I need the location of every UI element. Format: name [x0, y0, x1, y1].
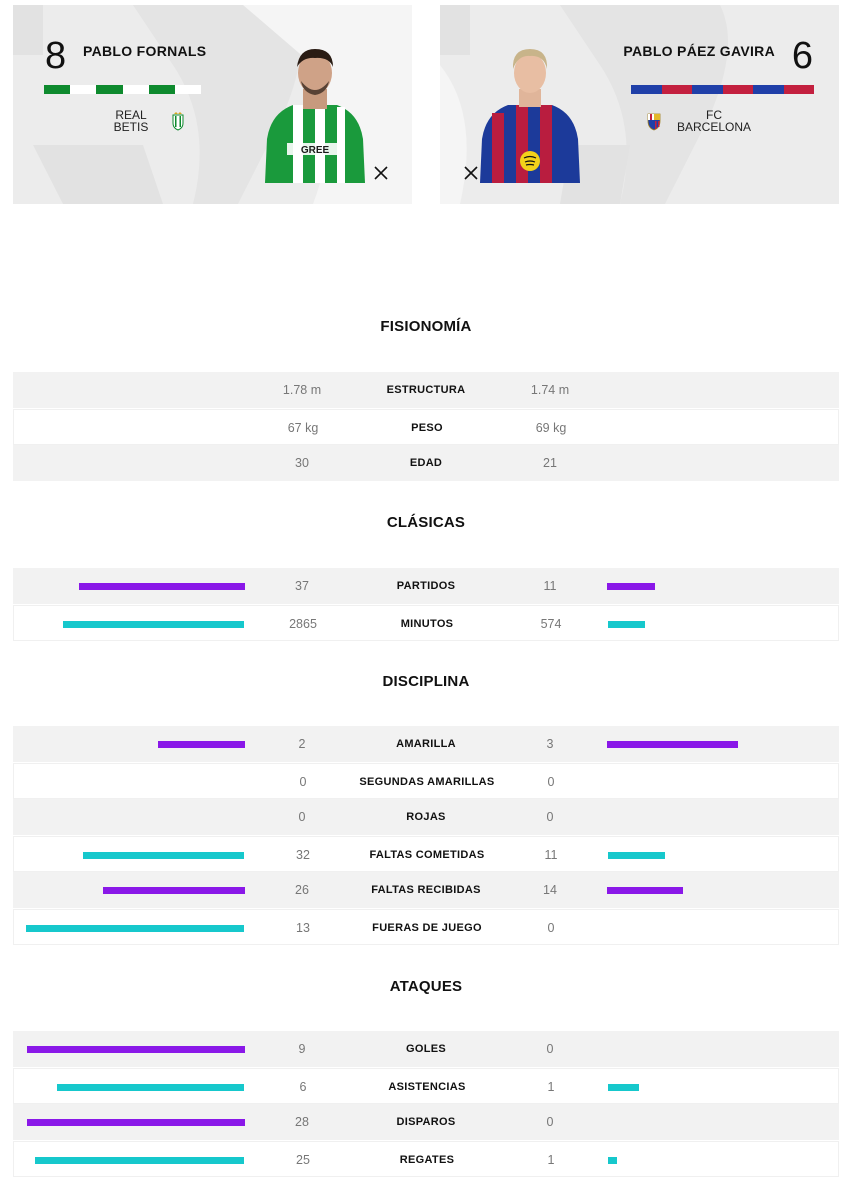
club-name: FC BARCELONA	[676, 108, 752, 134]
left-value: 30	[295, 456, 309, 470]
player-card-left	[13, 5, 412, 204]
right-bar	[608, 1084, 639, 1091]
stat-label: ESTRUCTURA	[386, 384, 466, 396]
right-value: 1	[547, 1152, 555, 1167]
player-number: 6	[791, 35, 813, 77]
right-value: 0	[546, 1115, 554, 1129]
stat-row	[13, 726, 839, 762]
club-stripes	[631, 85, 814, 94]
right-bar	[607, 887, 683, 894]
stripe	[692, 85, 723, 94]
right-value: 69 kg	[535, 420, 567, 435]
left-value: 37	[295, 579, 309, 593]
stat-row	[13, 909, 839, 945]
stat-label: MINUTOS	[400, 617, 454, 630]
stripe	[723, 85, 754, 94]
stat-label: ASISTENCIAS	[388, 1080, 466, 1093]
stat-label: FALTAS RECIBIDAS	[371, 884, 481, 896]
right-value: 3	[546, 737, 554, 751]
right-value: 0	[547, 920, 555, 935]
close-icon[interactable]	[373, 165, 389, 181]
stat-row	[13, 799, 839, 835]
left-bar	[26, 925, 244, 932]
right-bar	[608, 852, 665, 859]
right-value: 14	[543, 883, 557, 897]
stripe	[149, 85, 175, 94]
left-value: 28	[295, 1115, 309, 1129]
stat-row	[13, 1031, 839, 1067]
stat-row	[13, 1141, 839, 1177]
betis-crest-icon	[170, 111, 186, 131]
stripe	[753, 85, 784, 94]
left-value: 0	[299, 774, 307, 789]
left-value: 32	[296, 847, 310, 862]
right-bar	[608, 621, 645, 628]
stripe	[44, 85, 70, 94]
section-title: FISIONOMÍA	[380, 318, 472, 335]
player-name: PABLO FORNALS	[83, 43, 207, 59]
stat-label: FUERAS DE JUEGO	[372, 921, 482, 934]
stat-label: FALTAS COMETIDAS	[369, 848, 485, 861]
close-icon[interactable]	[463, 165, 479, 181]
left-bar	[27, 1119, 245, 1126]
player-name: PABLO PÁEZ GAVIRA	[623, 43, 775, 59]
right-value: 0	[547, 774, 555, 789]
left-value: 2865	[289, 616, 317, 631]
stat-label: SEGUNDAS AMARILLAS	[359, 775, 495, 788]
stat-row	[13, 568, 839, 604]
stat-row	[13, 605, 839, 641]
stat-row	[13, 1068, 839, 1104]
left-bar	[27, 1046, 245, 1053]
right-value: 21	[543, 456, 557, 470]
player-photo	[263, 43, 367, 183]
left-value: 0	[298, 810, 306, 824]
right-value: 574	[540, 616, 562, 631]
right-value: 11	[543, 579, 557, 593]
club-name: REAL BETIS	[113, 108, 149, 134]
stat-row	[13, 1104, 839, 1140]
left-value: 9	[298, 1042, 306, 1056]
stripe	[96, 85, 122, 94]
left-bar	[79, 583, 245, 590]
stat-label: AMARILLA	[396, 738, 456, 750]
left-bar	[158, 741, 245, 748]
right-bar	[608, 1157, 617, 1164]
right-bar	[607, 741, 738, 748]
right-bar	[607, 583, 655, 590]
stat-label: GOLES	[405, 1043, 446, 1055]
left-value: 13	[296, 920, 310, 935]
right-value: 0	[546, 810, 554, 824]
stripe	[70, 85, 96, 94]
left-bar	[57, 1084, 244, 1091]
svg-text:GREE: GREE	[300, 145, 330, 156]
stat-row	[13, 372, 839, 408]
stripe	[123, 85, 149, 94]
player-number: 8	[45, 35, 67, 77]
right-value: 1.74 m	[530, 383, 570, 397]
stripe	[631, 85, 662, 94]
stat-label: PARTIDOS	[396, 580, 456, 592]
stripe	[662, 85, 693, 94]
stripe	[784, 85, 815, 94]
player-photo	[478, 43, 582, 183]
left-value: 67 kg	[287, 420, 319, 435]
left-bar	[63, 621, 244, 628]
left-bar	[103, 887, 245, 894]
left-value: 2	[298, 737, 306, 751]
stat-label: REGATES	[399, 1153, 455, 1166]
left-bar	[35, 1157, 244, 1164]
stat-row	[13, 836, 839, 872]
section-title: ATAQUES	[389, 978, 463, 995]
stat-row	[13, 409, 839, 445]
section-title: CLÁSICAS	[386, 514, 466, 531]
stat-label: ROJAS	[406, 811, 446, 823]
left-bar	[83, 852, 244, 859]
stat-row	[13, 763, 839, 799]
stripe	[175, 85, 201, 94]
left-value: 6	[299, 1079, 307, 1094]
stat-label: DISPAROS	[396, 1116, 456, 1128]
stat-row	[13, 872, 839, 908]
left-value: 1.78 m	[282, 383, 322, 397]
stat-label: EDAD	[409, 457, 443, 469]
left-value: 25	[296, 1152, 310, 1167]
left-value: 26	[295, 883, 309, 897]
stat-row	[13, 445, 839, 481]
section-title: DISCIPLINA	[382, 673, 470, 690]
player-card-right	[440, 5, 839, 204]
barcelona-crest-icon	[646, 111, 662, 131]
stat-label: PESO	[411, 421, 443, 434]
club-stripes	[44, 85, 201, 94]
right-value: 11	[544, 847, 558, 862]
right-value: 1	[547, 1079, 555, 1094]
right-value: 0	[546, 1042, 554, 1056]
